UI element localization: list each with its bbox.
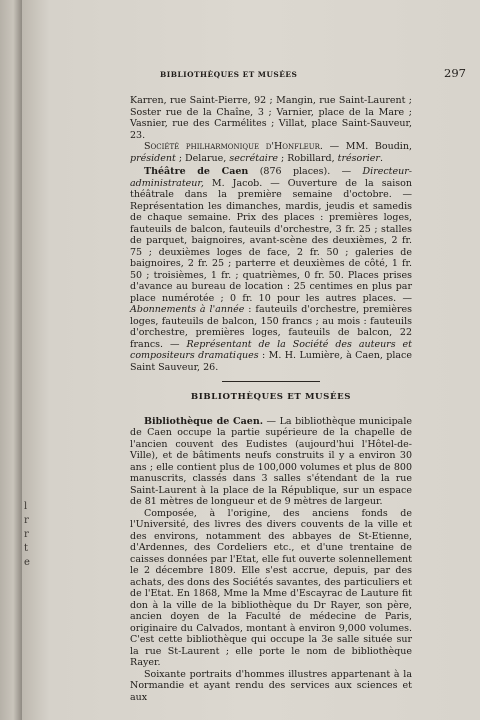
margin-mark: r xyxy=(24,515,29,526)
societe-name: Société philharmonique d'Honfleur. xyxy=(144,141,323,152)
societe-text-d: . xyxy=(379,152,383,164)
page-body xyxy=(130,95,412,703)
margin-marks xyxy=(24,500,34,570)
page-number: 297 xyxy=(444,66,466,80)
theatre-caen-text-abonnements: : fauteuils d'orchestre, premières loges, fauteuils de balcon, 150 francs ; au mois : fauteuils d'orchestre, premières loges, fauteuils de balcon, 22 francs. — xyxy=(130,304,412,350)
theatre-caen-text-main: M. Jacob. — Ouverture de la saison théâtrale dans la première semaine d'octobre. — Représentation les dimanches, mardis, jeudis et samedis de chaque semaine. Prix des places : premières loges, fauteuils de balcon, fauteuils d'orchestre, 3 fr. 25 ; stalles de parquet, baignoires, avant-scène des deuxièmes, 2 fr. 75 ; deuxièmes loges de face, 2 fr. 50 ; galeries de baignoires, 2 fr. 25 ; parterre et deuxièmes de côté, 1 fr. 50 ; troisièmes, 1 fr. ; quatrièmes, 0 fr. 50. Places prises d'avance au bureau de location : 25 centimes en plus par place numérotée ; 0 fr. 10 pour les autres places. — xyxy=(130,177,412,304)
role-president: président xyxy=(130,152,176,164)
bibliotheque-para1: — La bibliothèque municipale de Caen occupe la partie supérieure de la chapelle de l'ancien couvent des Eudistes (aujourd'hui l'Hôtel-de-Ville), et de bâtiments neufs construits il y a environ 30 ans ; elle contient plus de 100,000 volumes et plus de 800 manuscrits, classés dans 3 salles s'étendant de la rue Saint-Laurent à la place de la République, sur un espace de 81 mètres de longueur et de 9 mètres de largeur. xyxy=(130,415,413,507)
bibliotheque-para2: Composée, à l'origine, des anciens fonds de l'Université, des livres des divers couvents de la ville et des environs, notamment des abbayes de St-Etienne, d'Ardennes, des Cordeliers etc., et d'une trentaine de caisses données par l'Etat, elle fut ouverte solennellement le 2 décembre 1809. Elle s'est accrue, depuis, par des achats, des dons des Sociétés savantes, des particuliers et de l'Etat. En 1868, Mme la Mme d'Escayrac de Lauture fit don à la ville de la bibliothèque du Dr Rayer, son père, ancien doyen de la Faculté de médecine de Paris, originaire du Calvados, montant à environ 9,000 volumes. C'est cette bibliothèque qui occupe la 3e salle située sur la rue St-Laurent ; elle porte le nom de bibliothèque Rayer. xyxy=(130,507,412,668)
paragraph-bibliotheque-3 xyxy=(130,669,412,704)
page-header xyxy=(122,66,472,84)
facing-page-edge xyxy=(0,0,22,720)
section-divider xyxy=(222,381,320,382)
role-secretaire: secrétaire xyxy=(229,152,278,164)
societe-text-c: ; Robillard, xyxy=(278,152,338,164)
theatre-caen-title: Théâtre de Caen xyxy=(144,166,249,177)
theatre-caen-places: (876 places). — xyxy=(248,166,363,177)
paragraph-honfleur-names xyxy=(130,95,412,141)
paragraph-bibliotheque-1 xyxy=(130,416,412,508)
abonnements-label: Abonnements à l'année xyxy=(130,304,245,315)
representant-label: Représentant de la Société des auteurs et compositeurs dramatiques xyxy=(130,338,412,361)
paragraph-theatre-caen xyxy=(130,166,412,373)
honfleur-names-text: Karren, rue Saint-Pierre, 92 ; Mangin, rue Saint-Laurent ; Soster rue de la Chaîne, 3 ; Varnier, place de la Mare ; Vasnier, rue des Carmélites ; Villat, place Saint-Sauveur, 23. xyxy=(130,95,412,141)
role-tresorier: trésorier xyxy=(337,152,380,164)
section-heading: BIBLIOTHÈQUES ET MUSÉES xyxy=(190,392,352,402)
theatre-caen-text-end: : M. H. Lumière, à Caen, place Saint Sauveur, 26. xyxy=(130,350,412,373)
running-title: BIBLIOTHÈQUES ET MUSÉES xyxy=(160,70,298,79)
bibliotheque-para3: Soixante portraits d'hommes illustres appartenant à la Normandie et ayant rendu des services aux sciences et aux xyxy=(130,668,412,703)
bibliotheque-title: Bibliothèque de Caen. xyxy=(144,415,264,427)
paragraph-bibliotheque-2 xyxy=(130,508,412,669)
paragraph-societe xyxy=(130,141,412,164)
book-page xyxy=(22,0,480,720)
societe-text-b: ; Delarue, xyxy=(175,152,230,164)
director-label: Directeur-administrateur, xyxy=(130,166,412,189)
margin-mark: t xyxy=(24,543,29,554)
margin-mark: l xyxy=(24,501,28,512)
societe-text-a: — MM. Boudin, xyxy=(322,141,412,152)
margin-mark: e xyxy=(24,557,30,568)
margin-mark: r xyxy=(24,529,29,540)
